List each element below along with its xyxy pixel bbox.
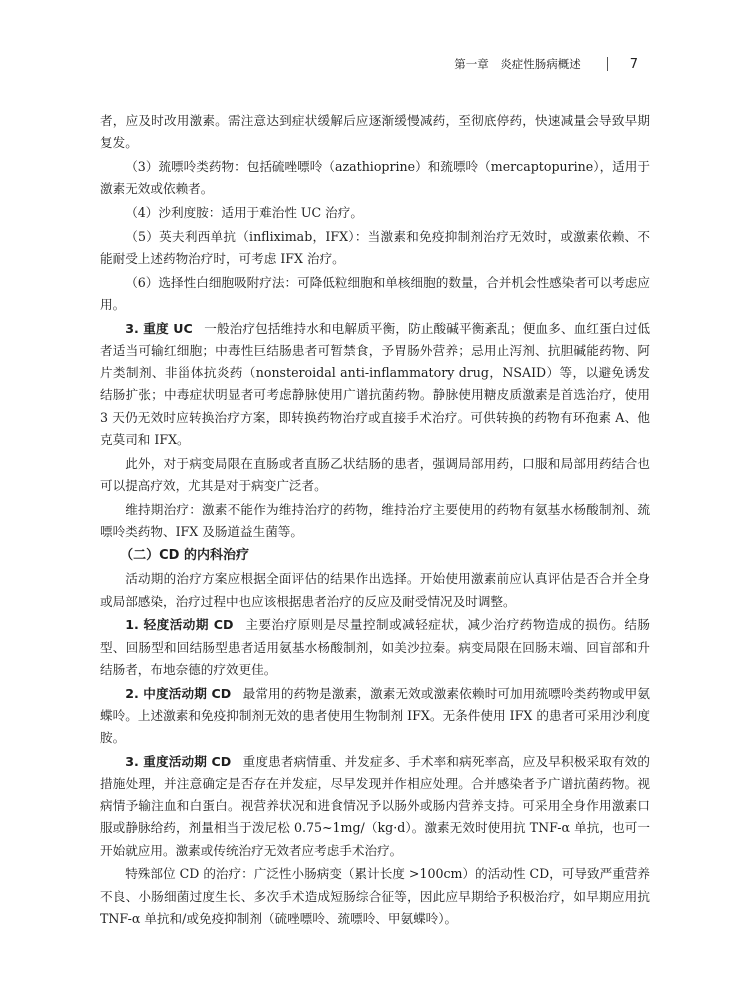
paragraph: （4）沙利度胺：适用于难治性 UC 治疗。	[125, 205, 363, 220]
paragraph: （6）选择性白细胞吸附疗法：可降低粒细胞和单核细胞的数量，合并机会性感染者可以考虑应用。	[100, 274, 650, 312]
paragraph-text: 最常用的药物是激素，激素无效或激素依赖时可加用巯嘌呤类药物或甲氨蝶呤。上述激素和免疫抑制剂无效的患者使用生物制剂 IFX。无条件使用 IFX 的患者可采用沙利度胺。	[100, 685, 650, 746]
paragraph	[100, 751, 650, 862]
page-number: 7	[629, 56, 638, 72]
paragraph: （3）巯嘌呤类药物：包括硫唑嘌呤（azathioprine）和巯嘌呤（mercaptopurine），适用于激素无效或依赖者。	[100, 159, 650, 197]
page-body	[100, 110, 650, 932]
paragraph-text: 重度患者病情重、并发症多、手术率和病死率高，应及早积极采取有效的措施处理，并注意确定是否存在并发症，尽早发现并作相应处理。合并感染者予广谱抗菌药物。视病情予输注血和白蛋白。视营养状况和进食情况予以肠外或肠内营养支持。可采用全身作用激素口服或静脉给药，剂量相当于泼尼松 0.75~1mg/（kg·d）。激素无效时使用抗 TNF-α 单抗，也可一开始就应用。激素或传统治疗无效者应考虑手术治疗。	[100, 753, 650, 858]
paragraph	[100, 318, 650, 451]
paragraph: 此外，对于病变局限在直肠或者直肠乙状结肠的患者，强调局部用药，口服和局部用药结合也可以提高疗效，尤其是对于病变广泛者。	[100, 455, 650, 493]
paragraph-text: 主要治疗原则是尽量控制或减轻症状，减少治疗药物造成的损伤。结肠型、回肠型和回结肠型患者适用氨基水杨酸制剂，如美沙拉秦。病变局限在回肠末端、回盲部和升结肠者，布地奈德的疗效更佳。	[100, 617, 651, 677]
subheading-moderate-cd: 2. 中度活动期 CD	[125, 685, 232, 701]
paragraph-text: 一般治疗包括维持水和电解质平衡，防止酸碱平衡紊乱；便血多、血红蛋白过低者适当可输红细胞；中毒性巨结肠患者可暂禁食，予胃肠外营养；忌用止泻剂、抗胆碱能药物、阿片类制剂、非甾体抗炎药（nonsteroidal anti-inflammatory drug，NSAID）等，以避免诱发结肠扩张；中毒症状明显者可考虑静脉使用广谱抗菌药物。静脉使用糖皮质激素是首选治疗，使用 3 天仍无效时应转换治疗方案，即转换药物治疗或直接手术治疗。可供转换的药物有环孢素 A、他克莫司和 IFX。	[100, 320, 650, 447]
running-header	[454, 54, 638, 74]
subheading-mild-cd: 1. 轻度活动期 CD	[125, 617, 234, 633]
paragraph: （5）英夫利西单抗（infliximab，IFX）：当激素和免疫抑制剂治疗无效时，或激素依赖、不能耐受上述药物治疗时，可考虑 IFX 治疗。	[100, 228, 650, 266]
paragraph	[100, 683, 650, 750]
subheading-severe-cd: 3. 重度活动期 CD	[125, 753, 232, 769]
chapter-title: 第一章 炎症性肠病概述	[454, 57, 581, 71]
paragraph: 特殊部位 CD 的治疗：广泛性小肠病变（累计长度 >100cm）的活动性 CD，可导致严重营养不良、小肠细菌过度生长、多次手术造成短肠综合征等，因此应早期给予积极治疗，如早期应用抗 TNF-α 单抗和/或免疫抑制剂（硫唑嘌呤、巯嘌呤、甲氨蝶呤）。	[100, 866, 650, 926]
paragraph: 维持期治疗：激素不能作为维持治疗的药物，维持治疗主要使用的药物有氨基水杨酸制剂、巯嘌呤类药物、IFX 及肠道益生菌等。	[100, 501, 650, 539]
paragraph: 活动期的治疗方案应根据全面评估的结果作出选择。开始使用激素前应认真评估是否合并全身或局部感染，治疗过程中也应该根据患者治疗的反应及耐受情况及时调整。	[100, 571, 650, 609]
paragraph: 者，应及时改用激素。需注意达到症状缓解后应逐渐缓慢减药，至彻底停药，快速减量会导致早期复发。	[100, 113, 650, 151]
subheading-severe-uc: 3. 重度 UC	[125, 320, 193, 336]
header-divider	[607, 57, 608, 71]
section-title: （二）CD 的内科治疗	[120, 547, 249, 563]
paragraph	[100, 614, 650, 681]
